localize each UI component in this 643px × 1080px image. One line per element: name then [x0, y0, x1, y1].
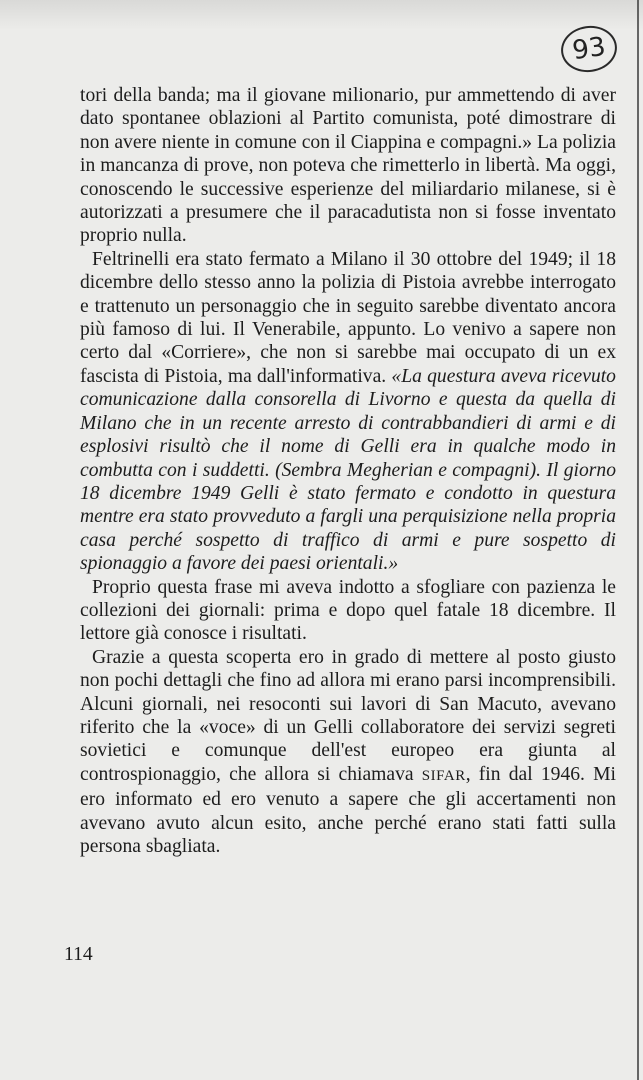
page-number: 114 — [64, 944, 93, 965]
paragraph-4-part2: , fin dal 1946. Mi ero informato ed ero venuto a sapere che gli accertamenti non avevano avuto alcun esito, anche perché erano stati fatti sulla persona sbagliata. — [80, 763, 616, 857]
paragraph-3: Proprio questa frase mi aveva indotto a sfogliare con pazienza le collezioni dei giornali: prima e dopo quel fatale 18 dicembre. Il lettore già conosce i risultati. — [80, 576, 616, 645]
informativa-quote: «La questura aveva ricevuto comunicazione dalla consorella di Livorno e questa da quella di Milano che in un recente arresto di contrabbandieri di armi e di esplosivi risultò che il nome di Gelli era in qualche modo in combutta con i suddetti. (Sembra Megherian e compagni). Il giorno 18 dicembre 1949 Gelli è stato fermato e condotto in questura mentre era stato provveduto a fargli una perquisizione nella propria casa perché sospetto di traffico di armi e pure sospetto di spionaggio a favore dei paesi orientali.» — [80, 365, 616, 575]
page-top-shadow — [0, 0, 643, 30]
paragraph-2-intro: Feltrinelli era stato fermato a Milano il 30 ottobre del 1949; il 18 dicembre dello stesso anno la polizia di Pistoia avrebbe interrogato e trattenuto un personaggio che in seguito sarebbe diventato ancora più famoso di lui. Il Venerabile, appunto. Lo venivo a sapere non certo dal «Corriere», che non si sarebbe mai occupato di un ex fascista di Pistoia, ma dall'informativa. — [80, 248, 616, 387]
body-text — [80, 84, 616, 858]
paragraph-4-part1: Grazie a questa scoperta ero in grado di mettere al posto giusto non pochi dettagli che fino ad allora mi erano parsi incomprensibili. Alcuni giornali, nei resoconti sui lavori di San Macuto, avevano riferito che la «voce» di un Gelli collaboratore dei servizi segreti sovietici e comunque dell'est europeo era giunta al controspionaggio, che allora si chiamava — [80, 646, 616, 785]
sifar-acronym: SIFAR — [421, 767, 466, 784]
paragraph-4 — [80, 646, 616, 859]
handwritten-page-mark: 93 — [558, 22, 620, 75]
page-edge-line — [637, 0, 639, 1080]
paragraph-1: tori della banda; ma il giovane milionario, pur ammettendo di aver dato spontanee oblazioni al Partito comunista, poté dimostrare di non avere niente in comune con il Ciappina e compagni.» La polizia in mancanza di prove, non poteva che rimetterlo in libertà. Ma oggi, conoscendo le successive esperienze del miliardario milanese, si è autorizzati a presumere che il paracadutista non si fosse inventato proprio nulla. — [80, 85, 616, 247]
paragraph-2 — [80, 248, 616, 576]
